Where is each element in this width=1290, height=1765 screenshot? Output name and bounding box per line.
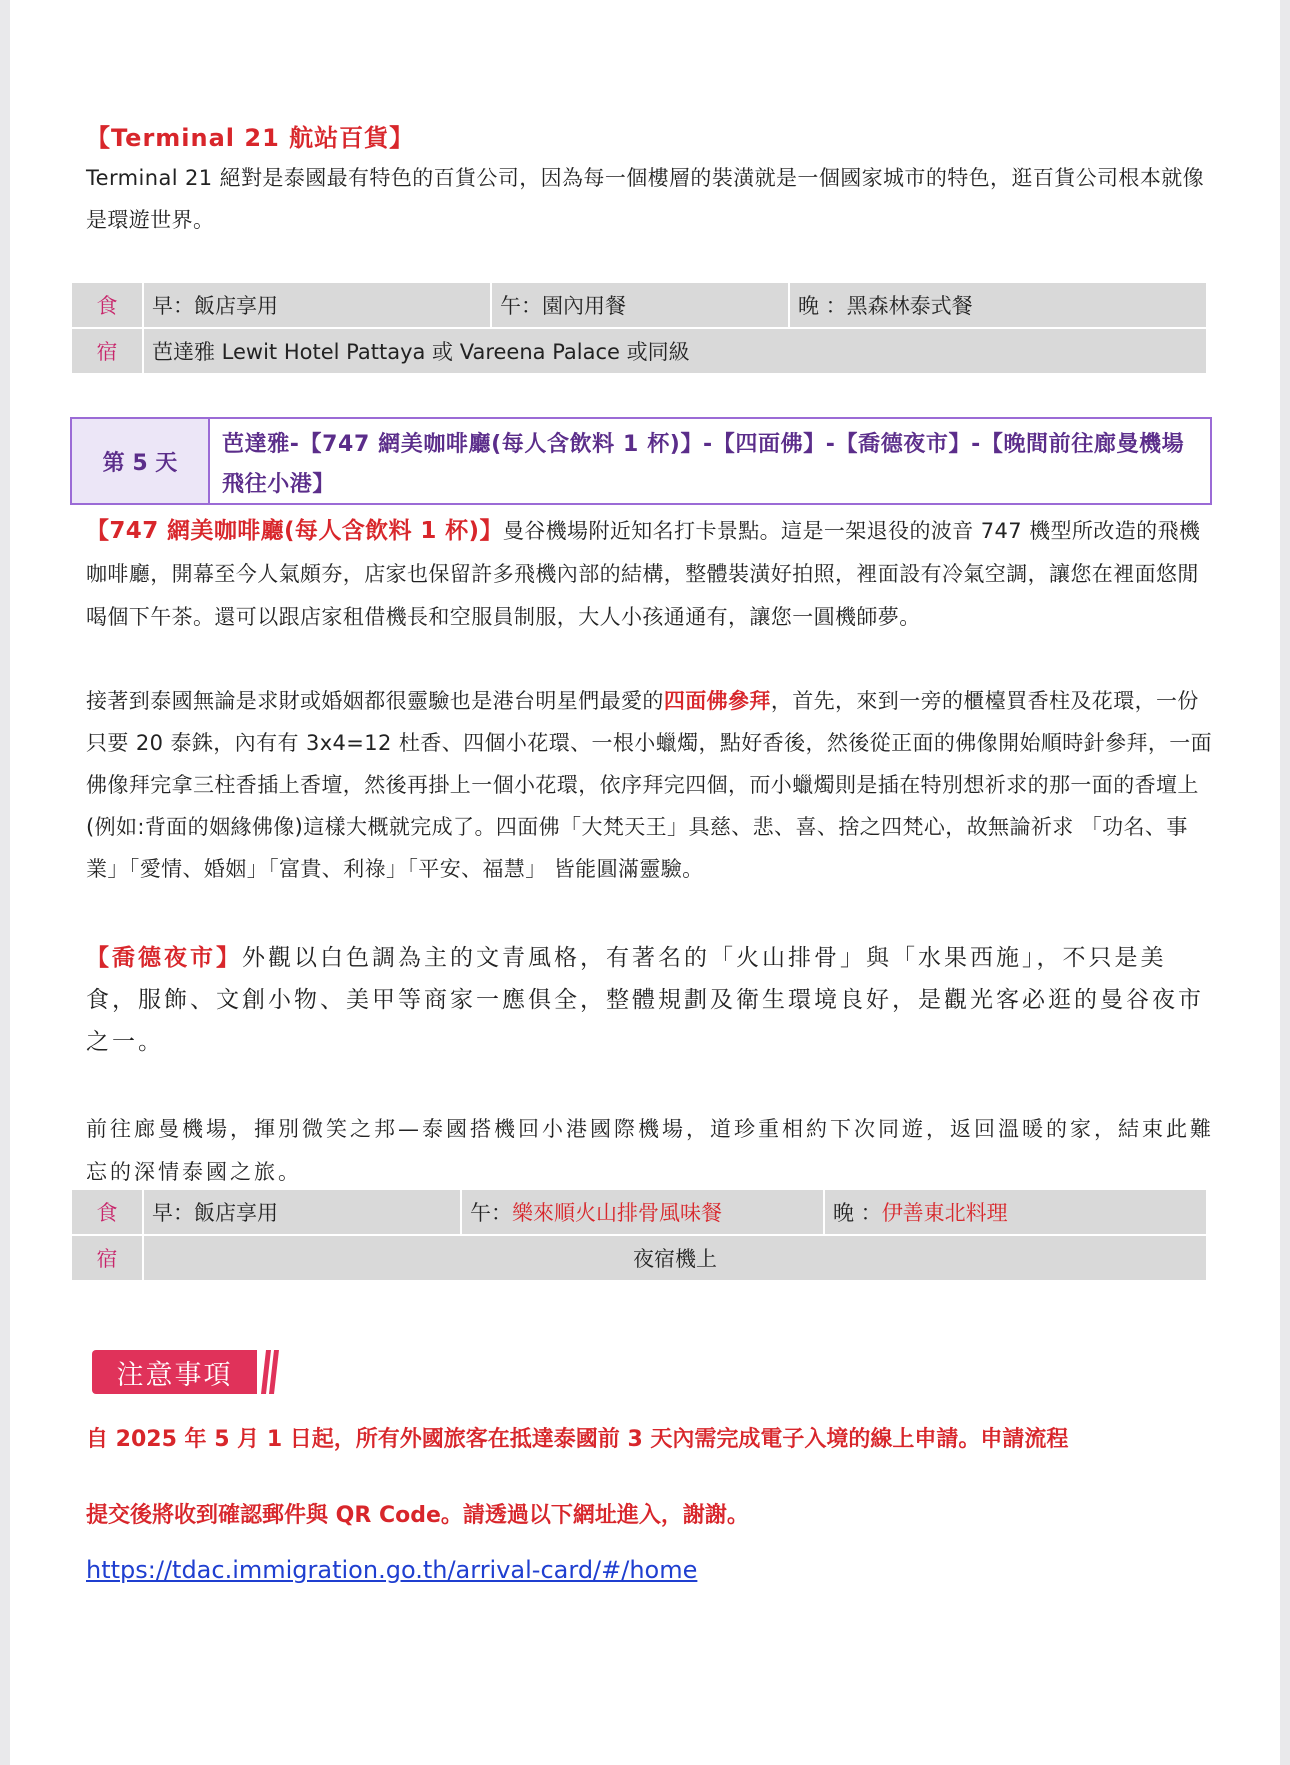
lunch-value: 樂來順火山排骨風味餐 [512, 1201, 722, 1225]
lodging-label: 宿 [72, 1236, 142, 1280]
terminal21-title: 【Terminal 21 航站百貨】 [86, 124, 415, 152]
document-page [10, 0, 1280, 1765]
jodd-section [86, 937, 1218, 1063]
dinner-cell [825, 1190, 1206, 1234]
day5-label: 第 5 天 [72, 419, 210, 503]
erawan-text-before: 接著到泰國無論是求財或婚姻都很靈驗也是港台明星們最愛的 [86, 689, 664, 713]
lunch-cell: 午：園內用餐 [492, 283, 788, 327]
jodd-body: 外觀以白色調為主的文青風格，有著名的「火山排骨」與「水果西施」，不只是美食，服飾、文創小物、美甲等商家一應俱全，整體規劃及衛生環境良好，是觀光客必逛的曼谷夜市之一。 [86, 945, 1204, 1055]
notice-badge: 注意事項 [92, 1350, 257, 1394]
day5-route: 芭達雅-【747 網美咖啡廳(每人含飲料 1 杯)】-【四面佛】-【喬德夜市】-【晚間前往廊曼機場飛往小港】 [222, 432, 1185, 497]
food-label: 食 [72, 283, 142, 327]
arrival-card-link[interactable]: https://tdac.immigration.go.th/arrival-card/#/home [86, 1556, 698, 1584]
terminal21-section [86, 118, 1218, 241]
cafe-body: 曼谷機場附近知名打卡景點。這是一架退役的波音 747 機型所改造的飛機咖啡廳，開幕至今人氣頗夯，店家也保留許多飛機內部的結構，整體裝潢好拍照，裡面設有冷氣空調，讓您在裡面悠閒喝個下午茶。還可以跟店家租借機長和空服員制服，大人小孩通通有，讓您一圓機師夢。 [86, 519, 1201, 629]
erawan-text-after: ，首先，來到一旁的櫃檯買香柱及花環，一份只要 20 泰銖，內有有 3x4=12 杜香、四個小花環、一根小蠟燭，點好香後，然後從正面的佛像開始順時針參拜，一面佛像拜完拿三柱香插上香壇，然後再掛上一個小花環，依序拜完四個，而小蠟燭則是插在特別想祈求的那一面的香壇上 (例如:背面的姻緣佛像)這樣大概就完成了。四面佛「大梵天王」具慈、悲、喜、捨之四梵心，故無論祈求 「功名、事業」「愛情、婚姻」「富貴、利祿」「平安、福慧」 皆能圓滿靈驗。 [86, 689, 1213, 881]
lodging-label: 宿 [72, 329, 142, 373]
notice-stripes-icon [260, 1350, 280, 1394]
farewell-text: 前往廊曼機場，揮別微笑之邦—泰國搭機回小港國際機場，道珍重相約下次同遊，返回溫暖的家，結束此難忘的深情泰國之旅。 [86, 1117, 1214, 1184]
farewell-section [86, 1108, 1218, 1194]
jodd-title: 【喬德夜市】 [86, 945, 242, 971]
erawan-highlight: 四面佛參拜 [663, 689, 771, 713]
breakfast-cell: 早：飯店享用 [144, 283, 490, 327]
lunch-prefix: 午： [470, 1201, 512, 1225]
food-label: 食 [72, 1190, 142, 1234]
erawan-section [86, 680, 1218, 890]
dinner-value: 伊善東北料理 [881, 1201, 1008, 1225]
day4-meal-table [70, 281, 1208, 375]
terminal21-body: Terminal 21 絕對是泰國最有特色的百貨公司，因為每一個樓層的裝潢就是一個國家城市的特色，逛百貨公司根本就像是環遊世界。 [86, 166, 1205, 232]
lodging-cell: 夜宿機上 [144, 1236, 1206, 1280]
breakfast-cell: 早：飯店享用 [144, 1190, 460, 1234]
dinner-prefix: 晚 ： [833, 1201, 882, 1225]
notice-line1: 自 2025 年 5 月 1 日起，所有外國旅客在抵達泰國前 3 天內需完成電子入境的線上申請。申請流程 [86, 1427, 1069, 1452]
lunch-cell [462, 1190, 823, 1234]
notice-section [86, 1420, 1218, 1584]
day5-header [70, 417, 1212, 505]
lodging-cell: 芭達雅 Lewit Hotel Pattaya 或 Vareena Palace 或同級 [144, 329, 1206, 373]
notice-line2: 提交後將收到確認郵件與 QR Code。請透過以下網址進入，謝謝。 [86, 1503, 749, 1528]
day5-meal-table [70, 1188, 1208, 1282]
cafe-title: 【747 網美咖啡廳(每人含飲料 1 杯)】 [86, 518, 503, 544]
cafe-section [86, 510, 1218, 639]
dinner-cell: 晚 ：黑森林泰式餐 [790, 283, 1206, 327]
